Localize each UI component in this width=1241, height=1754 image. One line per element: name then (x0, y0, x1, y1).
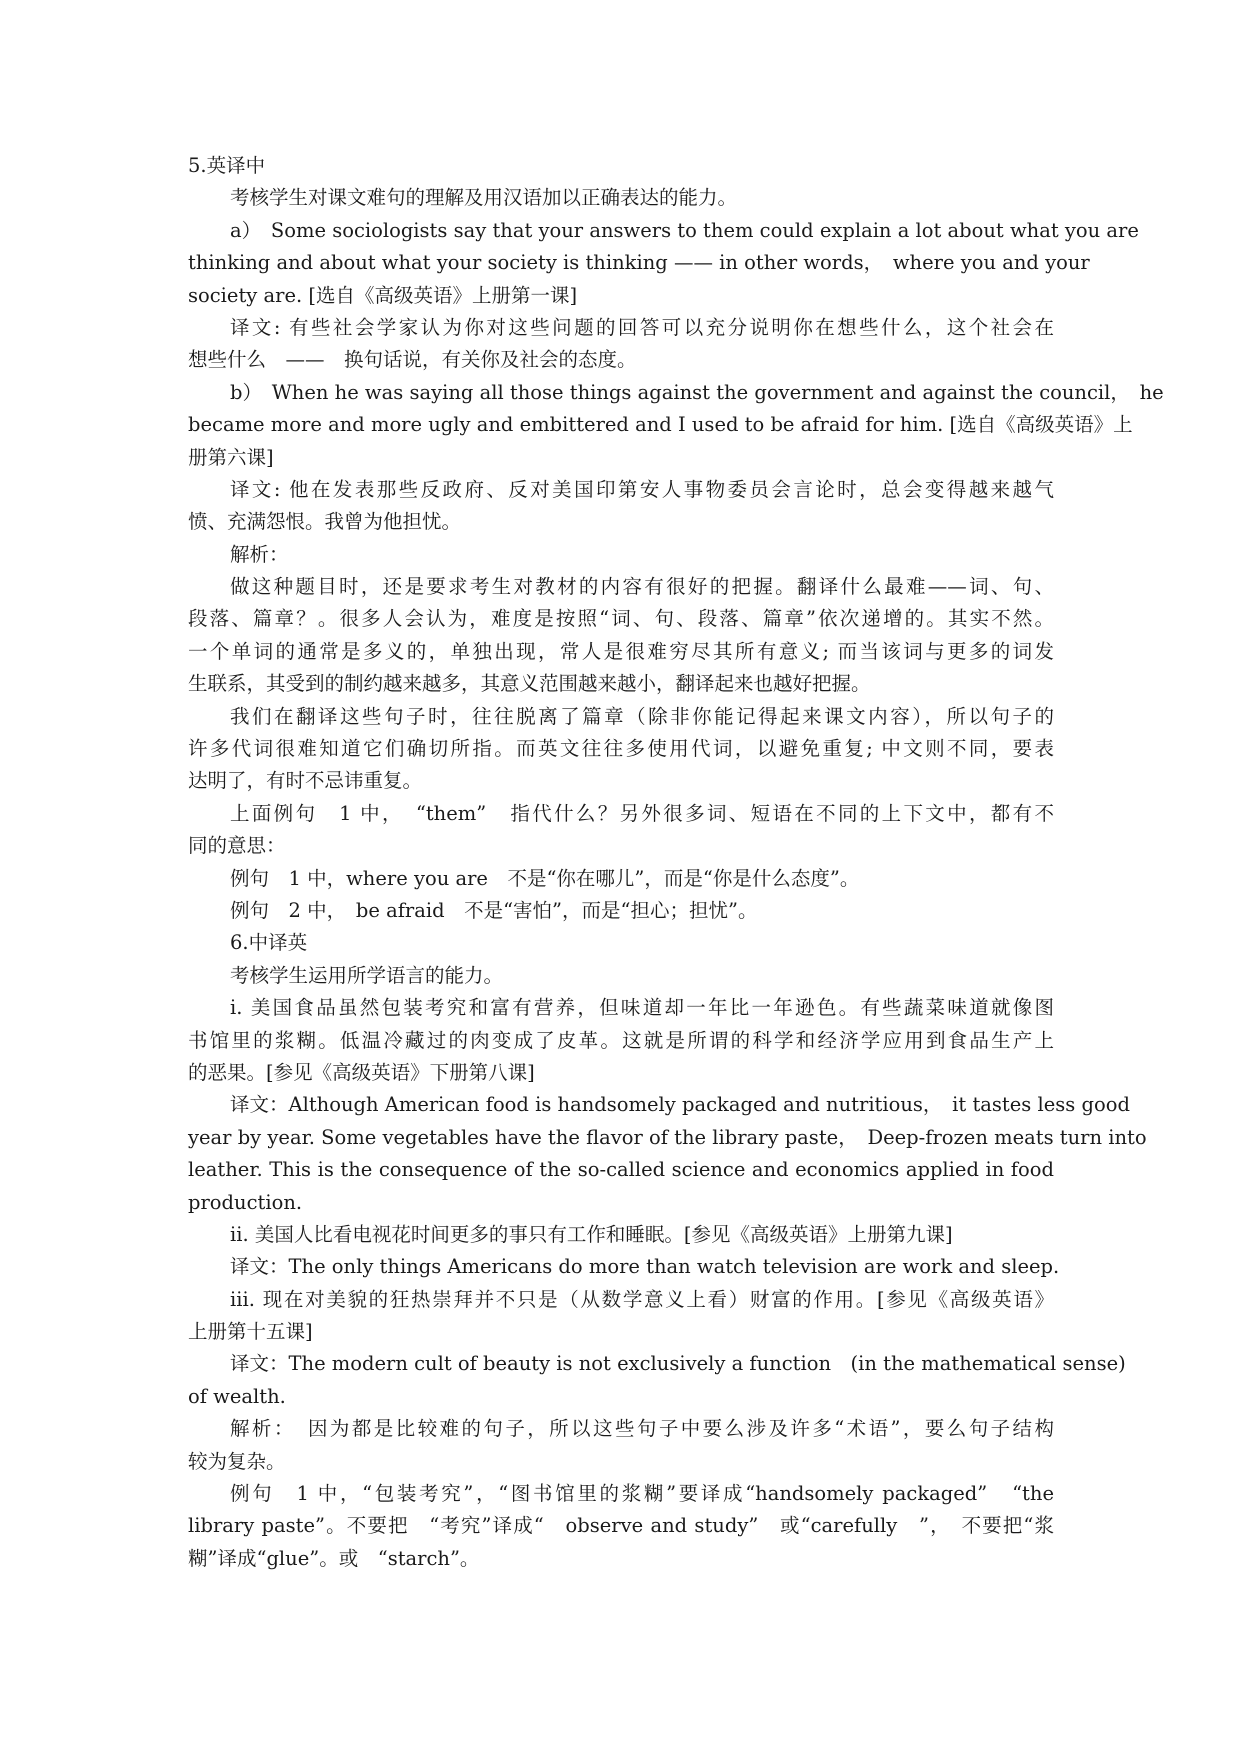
text-line: 愤、充满怨恨。我曾为他担忧。 (188, 510, 462, 534)
text-line: b） When he was saying all those things against the government and against the council， he (230, 380, 1164, 404)
text-line: iii. 现在对美貌的狂热崇拜并不只是（从数学意义上看）财富的作用。[参见《高级英语》 (230, 1287, 1054, 1311)
text-line: 考核学生对课文难句的理解及用汉语加以正确表达的能力。 (230, 186, 738, 210)
text-line: ii. 美国人比看电视花时间更多的事只有工作和睡眠。[参见《高级英语》上册第九课] (230, 1222, 953, 1246)
text-line: 5.英译中 (188, 154, 266, 177)
text-line: i. 美国食品虽然包装考究和富有营养，但味道却一年比一年逊色。有些蔬菜味道就像图 (230, 996, 1054, 1020)
text-line: 许多代词很难知道它们确切所指。而英文往往多使用代词，以避免重复; 中文则不同，要表 (188, 737, 1054, 761)
text-line: a） Some sociologists say that your answers to them could explain a lot about what you are (230, 218, 1139, 242)
text-line: 书馆里的浆糊。低温冷藏过的肉变成了皮革。这就是所谓的科学和经济学应用到食品生产上 (188, 1028, 1054, 1052)
text-line: year by year. Some vegetables have the flavor of the library paste， Deep-frozen meats turn into (188, 1125, 1147, 1149)
text-line: 译文：The modern cult of beauty is not exclusively a function (in the mathematical sense) (230, 1352, 1126, 1376)
text-line: 糊”译成“glue”。或 “starch”。 (188, 1546, 480, 1570)
text-line: 上面例句 1 中， “them” 指代什么？另外很多词、短语在不同的上下文中，都有不 (230, 801, 1054, 825)
text-line: 段落、篇章？。很多人会认为，难度是按照“词、句、段落、篇章”依次递增的。其实不然。 (188, 607, 1054, 631)
text-line: 译文: 有些社会学家认为你对这些问题的回答可以充分说明你在想些什么，这个社会在 (230, 315, 1054, 339)
text-line: society are. [选自《高级英语》上册第一课] (188, 283, 578, 307)
text-line: 生联系，其受到的制约越来越多，其意义范围越来越小，翻译起来也越好把握。 (188, 672, 871, 696)
text-line: leather. This is the consequence of the so-called science and economics applied in food (188, 1158, 1054, 1182)
text-line: 上册第十五课] (188, 1320, 313, 1344)
text-line: 达明了，有时不忌讳重复。 (188, 769, 423, 793)
text-line: library paste”。不要把 “考究”译成“ observe and study” 或“carefully ”， 不要把“浆 (188, 1514, 1054, 1538)
text-line: 解析： 因为都是比较难的句子，所以这些句子中要么涉及许多“术语”，要么句子结构 (230, 1417, 1054, 1441)
text-line: 我们在翻译这些句子时，往往脱离了篇章（除非你能记得起来课文内容），所以句子的 (230, 704, 1054, 728)
text-line: 同的意思： (188, 834, 286, 858)
text-line: 译文：Although American food is handsomely packaged and nutritious， it tastes less good (230, 1093, 1130, 1117)
text-line: production. (188, 1190, 303, 1214)
text-line: 译文: 他在发表那些反政府、反对美国印第安人事物委员会言论时，总会变得越来越气 (230, 477, 1054, 501)
text-line: 一个单词的通常是多义的，单独出现，常人是很难穷尽其所有意义; 而当该词与更多的词发 (188, 639, 1054, 663)
text-line: 做这种题目时，还是要求考生对教材的内容有很好的把握。翻译什么最难——词、句、 (230, 575, 1054, 599)
text-line: became more and more ugly and embittered and I used to be afraid for him. [选自《高级英语》上 (188, 413, 1133, 437)
text-line: 解析： (230, 542, 289, 566)
text-line: 册第六课] (188, 445, 274, 469)
text-line: 例句 2 中， be afraid 不是“害怕”，而是“担心；担忧”。 (230, 898, 758, 922)
text-line: 较为复杂。 (188, 1449, 286, 1473)
text-line: 译文：The only things Americans do more than watch television are work and sleep. (230, 1255, 1060, 1279)
text-line: 想些什么 —— 换句话说，有关你及社会的态度。 (188, 348, 637, 372)
document-body (188, 150, 1164, 1575)
text-line: 的恶果。[参见《高级英语》下册第八课] (188, 1060, 535, 1084)
text-line: 6.中译英 (230, 931, 308, 955)
text-line: 例句 1 中，where you are 不是“你在哪儿”，而是“你是什么态度”。 (230, 866, 860, 890)
text-line: thinking and about what your society is thinking —— in other words， where you and your (188, 251, 1090, 275)
text-line: 考核学生运用所学语言的能力。 (230, 963, 504, 987)
text-line: 例句 1 中，“包装考究”，“图书馆里的浆糊”要译成“handsomely packaged” “the (230, 1482, 1054, 1506)
text-line: of wealth. (188, 1384, 286, 1408)
